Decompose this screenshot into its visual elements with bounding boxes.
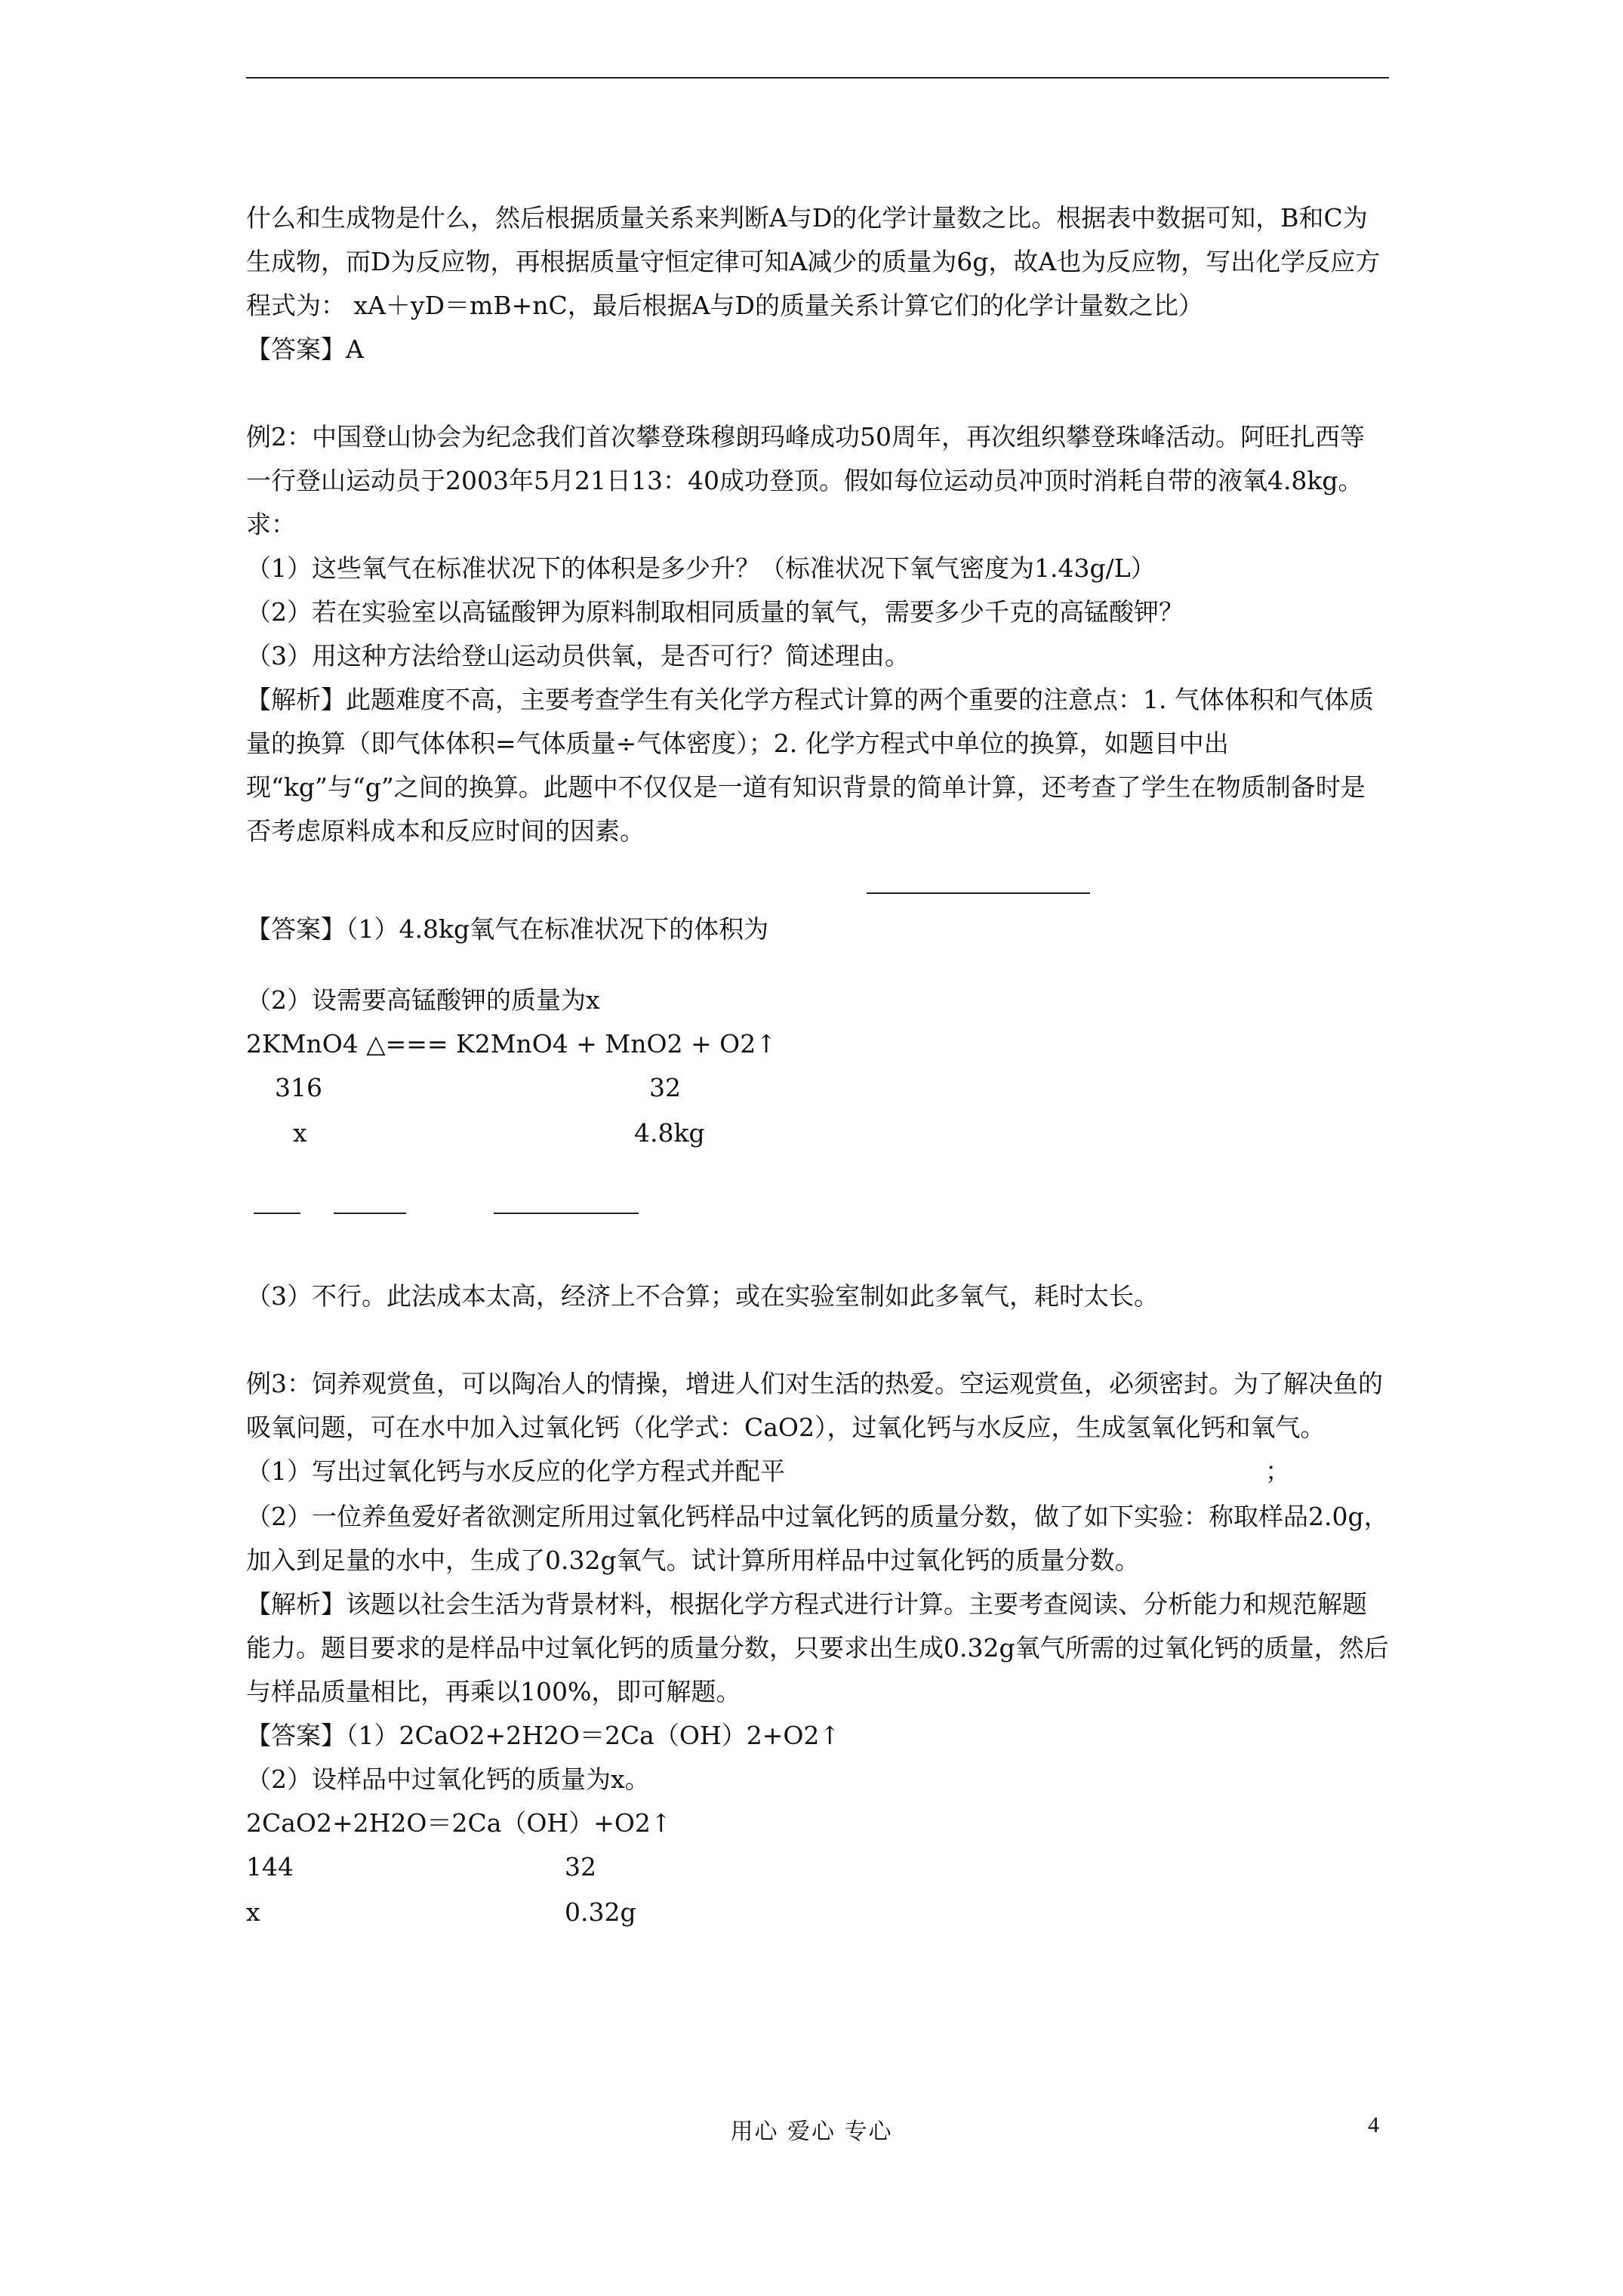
example-3-question-1-row xyxy=(246,1450,1389,1495)
spacer xyxy=(246,1318,1389,1362)
fraction-rule xyxy=(334,1213,406,1214)
formula-rule xyxy=(867,892,1090,894)
paragraph-analysis-continuation: 什么和生成物是什么，然后根据质量关系来判断A与D的化学计量数之比。根据表中数据可知，B和C为生成物，而D为反应物，再根据质量守恒定律可知A减少的质量为6g，故A也为反应物，写出化学反应方程式为： xA＋yD＝mB+nC，最后根据A与D的质量关系计算它们的化学计量数之比） xyxy=(246,203,1381,320)
equation-row xyxy=(246,1845,1389,1891)
equation-row xyxy=(246,1066,1389,1111)
molar-mass-value: 32 xyxy=(649,1073,681,1102)
molar-mass-value: 144 xyxy=(246,1852,294,1881)
header-rule xyxy=(246,77,1389,79)
question-end-mark: ； xyxy=(1265,1456,1290,1486)
equation-row xyxy=(246,1891,1389,1936)
page-number: 4 xyxy=(1368,2113,1379,2137)
spacer xyxy=(246,951,1389,978)
equation-row xyxy=(246,1111,1389,1157)
example-3-analysis: 【解析】该题以社会生活为背景材料，根据化学方程式进行计算。主要考查阅读、分析能力和规范解题能力。题目要求的是样品中过氧化钙的质量分数，只要求出生成0.32g氧气所需的过氧化钙的质量，然后与样品质量相比，再乘以100%，即可解题。 xyxy=(246,1589,1389,1706)
example-3-equation: 2CaO2+2H2O＝2Ca（OH）+O2↑ xyxy=(246,1808,672,1838)
molar-mass-value: 316 xyxy=(275,1073,322,1102)
unknown-value: x xyxy=(293,1118,307,1148)
fraction-rule xyxy=(254,1213,300,1214)
example-2-intro: 例2：中国登山协会为纪念我们首次攀登珠穆朗玛峰成功50周年，再次组织攀登珠峰活动。阿旺扎西等一行登山运动员于2003年5月21日13：40成功登顶。假如每位运动员冲顶时消耗自带的液氧4.8kg。求： xyxy=(246,422,1365,539)
formula-placeholder xyxy=(246,853,1389,908)
example-3-answer-2: （2）设样品中过氧化钙的质量为x。 xyxy=(246,1764,650,1794)
example-2-question-1: （1）这些氧气在标准状况下的体积是多少升？（标准状况下氧气密度为1.43g/L） xyxy=(246,553,1156,583)
fraction-rule xyxy=(494,1213,639,1214)
mass-value: 4.8kg xyxy=(634,1118,705,1148)
mass-value: 0.32g xyxy=(565,1897,636,1927)
fraction-placeholders xyxy=(246,1157,1389,1247)
molar-mass-value: 32 xyxy=(565,1852,596,1881)
example-2-question-2: （2）若在实验室以高锰酸钾为原料制取相同质量的氧气，需要多少千克的高锰酸钾？ xyxy=(246,597,1184,627)
document-body xyxy=(246,196,1389,1936)
spacer xyxy=(246,371,1389,415)
example-2-answer-3: （3）不行。此法成本太高，经济上不合算；或在实验室制如此多氧气，耗时太长。 xyxy=(246,1281,1159,1311)
example-2-question-3: （3）用这种方法给登山运动员供氧，是否可行？简述理由。 xyxy=(246,641,910,670)
example-2-answer-1: 【答案】（1）4.8kg氧气在标准状况下的体积为 xyxy=(246,914,769,944)
footer-motto: 用心 爱心 专心 xyxy=(730,2119,893,2145)
example-3-intro: 例3：饲养观赏鱼，可以陶冶人的情操，增进人们对生活的热爱。空运观赏鱼，必须密封。为了解决鱼的吸氧问题，可在水中加入过氧化钙（化学式：CaO2），过氧化钙与水反应，生成氢氧化钙和氧气。 xyxy=(246,1369,1383,1442)
spacer xyxy=(246,1247,1389,1274)
example-2-analysis: 【解析】此题难度不高，主要考查学生有关化学方程式计算的两个重要的注意点：1. 气体体积和气体质量的换算（即气体体积=气体质量÷气体密度）；2. 化学方程式中单位的换算，如题目中出现“kg”与“g”之间的换算。此题中不仅仅是一道有知识背景的简单计算，还考查了学生在物质制备时是否考虑原料成本和反应时间的因素。 xyxy=(246,685,1374,846)
example-3-question-1: （1）写出过氧化钙与水反应的化学方程式并配平 xyxy=(246,1456,785,1486)
example-3-answer-1: 【答案】（1）2CaO2+2H2O＝2Ca（OH）2+O2↑ xyxy=(246,1721,841,1750)
unknown-value: x xyxy=(246,1897,260,1927)
answer-example-1: 【答案】A xyxy=(246,334,364,364)
example-2-equation: 2KMnO4 △=== K2MnO4 + MnO2 + O2↑ xyxy=(246,1029,777,1059)
example-3-question-2: （2）一位养鱼爱好者欲测定所用过氧化钙样品中过氧化钙的质量分数，做了如下实验：称取样品2.0g，加入到足量的水中，生成了0.32g氧气。试计算所用样品中过氧化钙的质量分数。 xyxy=(246,1502,1389,1575)
example-2-answer-2: （2）设需要高锰酸钾的质量为x xyxy=(246,985,600,1015)
